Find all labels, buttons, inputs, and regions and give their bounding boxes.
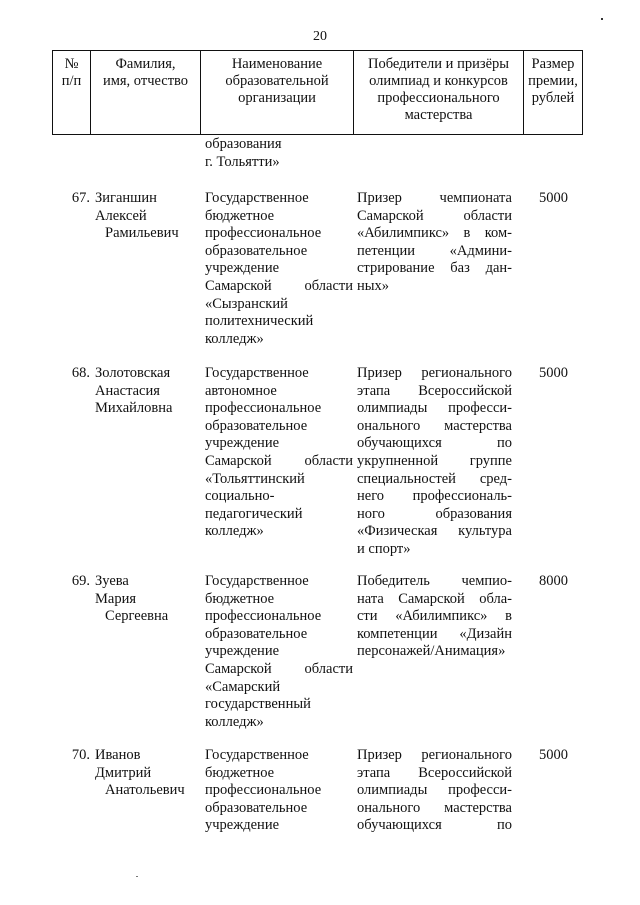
org-line: колледж» [205,330,264,347]
achievement [357,365,512,559]
org-line: г. Тольятти» [205,153,280,170]
organization [205,365,353,541]
header-line: п/п [61,73,82,89]
org-line: образовательное [205,242,308,259]
org-line: колледж» [205,713,264,730]
header-line: Победители и призёры [368,56,509,72]
achievement [357,747,512,835]
achievement-line: петенции «Админи- [357,242,512,259]
achievement-line: Самарской области [357,207,512,224]
org-line: колледж» [205,523,264,540]
achievement-line: «Физическая культура [357,523,512,540]
student-name [95,747,205,800]
org-line: профессиональное [205,225,322,242]
org-line: «Тольяттинский [205,470,305,487]
prize-amount: 5000 [539,747,568,763]
achievement-line: и спорт» [357,540,411,557]
name-line: Мария [95,590,137,607]
org-line: профессиональное [205,608,322,625]
org-line: Самарской области [205,277,353,294]
org-line: бюджетное [205,764,275,781]
header-num [53,51,91,135]
name-line: Рамильевич [105,225,179,242]
org-line: бюджетное [205,590,275,607]
scan-artifact [601,18,603,20]
table-header [52,50,583,135]
header-prize [524,51,583,135]
org-line: Государственное [205,747,309,763]
prize-amount: 5000 [539,190,568,206]
achievement-line: обучающихся по [357,817,512,834]
achievement-line: Победитель чемпио- [357,573,512,589]
org-line: государственный [205,696,311,713]
header-line: Размер [531,56,575,72]
name-line: Алексей [95,207,147,224]
organization [205,747,353,835]
header-line: премии, [528,73,578,89]
achievement-line: «Абилимпикс» в ком- [357,225,512,242]
org-line: образовательное [205,799,308,816]
name-line: Анатольевич [105,782,185,799]
org-line: «Сызранский [205,295,288,312]
achievement-line: стрирование баз дан- [357,260,512,277]
org-line: социально- [205,488,275,505]
org-line: профессиональное [205,782,322,799]
achievement [357,190,512,296]
header-line: мастерства [404,107,473,123]
org-line: «Самарский [205,678,281,695]
org-line: учреждение [205,817,280,834]
name-line: Иванов [95,747,141,763]
achievement-line: компетенции «Дизайн [357,625,512,642]
name-line: Михайловна [95,400,173,417]
achievement [357,573,512,661]
name-line: Анастасия [95,382,160,399]
achievement-line: ната Самарской обла- [357,590,512,607]
row-number: 67. [71,190,90,206]
organization [205,190,353,348]
name-line: Зиганшин [95,190,157,206]
achievement-line: ного образования [357,505,512,522]
achievement-line: специальностей сред- [357,470,512,487]
continuation-org [205,136,353,171]
achievement-line: этапа Всероссийской [357,382,512,399]
org-line: учреждение [205,643,280,660]
achievement-line: персонажей/Анимация» [357,643,506,660]
org-line: профессиональное [205,400,322,417]
student-name [95,365,205,418]
org-line: образовательное [205,625,308,642]
org-line: учреждение [205,435,280,452]
achievement-line: ных» [357,277,390,294]
org-line: образовательное [205,417,308,434]
student-name [95,573,205,626]
org-line: образования [205,136,282,152]
organization [205,573,353,731]
row-number: 69. [71,573,90,589]
org-line: Государственное [205,365,309,381]
header-line: олимпиад и конкурсов [369,73,508,89]
header-winners [354,51,524,135]
row-number: 70. [71,747,90,763]
name-line: Зуева [95,573,129,589]
achievement-line: онального мастерства [357,799,512,816]
achievement-line: этапа Всероссийской [357,764,512,781]
achievement-line: сти «Абилимпикс» в [357,608,512,625]
header-line: Наименование [231,56,323,72]
achievement-line: него профессиональ- [357,488,512,505]
prize-amount: 8000 [539,573,568,589]
header-name [91,51,201,135]
achievement-line: олимпиады професси- [357,782,512,799]
achievement-line: Призер чемпионата [357,190,512,206]
name-line: Дмитрий [95,764,152,781]
achievement-line: Призер регионального [357,747,512,763]
header-line: имя, отчество [102,73,189,89]
org-line: политехнический [205,313,314,330]
header-line: рублей [531,90,575,106]
header-org [201,51,354,135]
page-number: 20 [313,29,327,44]
org-line: Самарской области [205,452,353,469]
header-line: профессионального [377,90,500,106]
achievement-line: Призер регионального [357,365,512,381]
name-line: Золотовская [95,365,171,381]
org-line: Самарской области [205,660,353,677]
achievement-line: олимпиады професси- [357,400,512,417]
achievement-line: онального мастерства [357,417,512,434]
header-line: образовательной [225,73,329,89]
org-line: педагогический [205,505,303,522]
org-line: Государственное [205,573,309,589]
header-line: Фамилия, [115,56,176,72]
prize-amount: 5000 [539,365,568,381]
header-line: № [64,56,79,72]
achievement-line: укрупненной группе [357,452,512,469]
org-line: Государственное [205,190,309,206]
header-line: организации [238,90,316,106]
row-number: 68. [71,365,90,381]
achievement-line: обучающихся по [357,435,512,452]
org-line: учреждение [205,260,280,277]
org-line: бюджетное [205,207,275,224]
org-line: автономное [205,382,277,399]
student-name [95,190,205,243]
name-line: Сергеевна [105,608,169,625]
scan-artifact [136,876,138,877]
